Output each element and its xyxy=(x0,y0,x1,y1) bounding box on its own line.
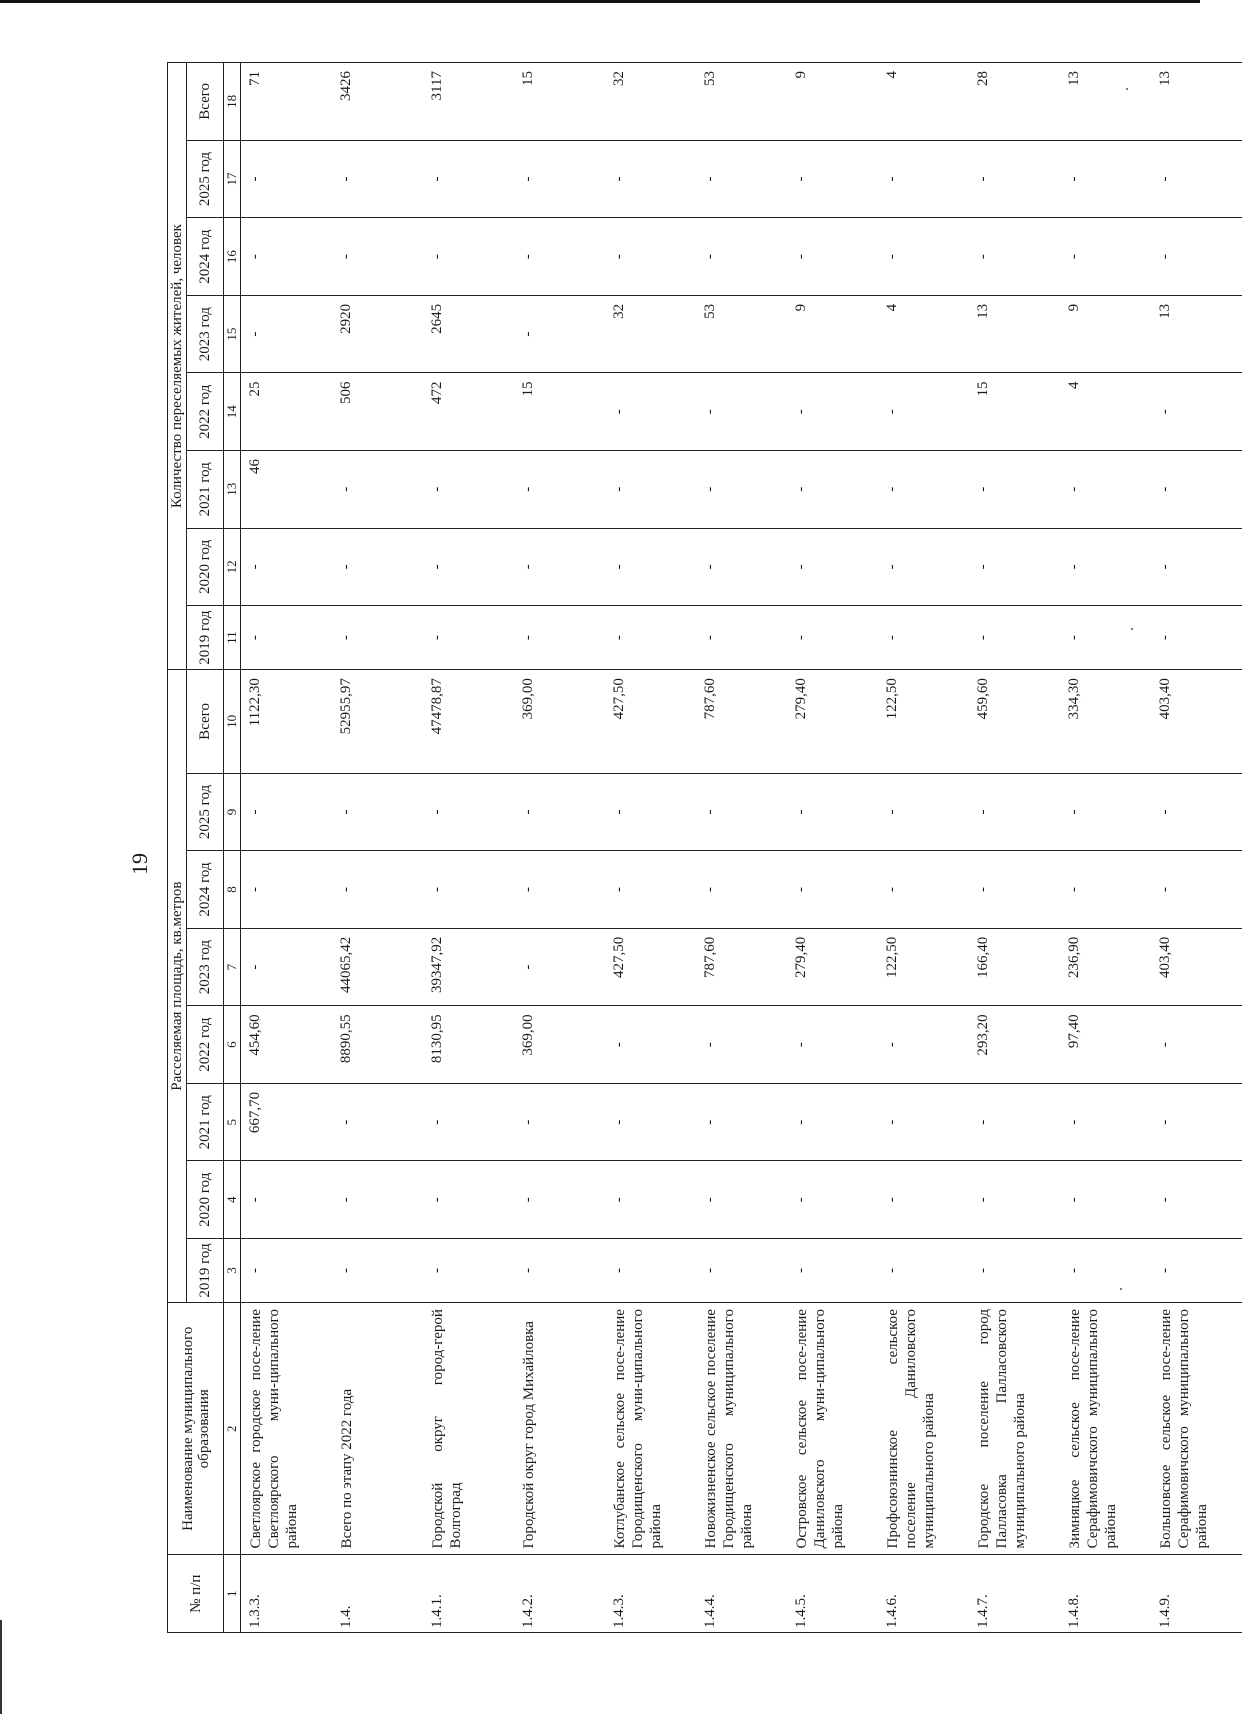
area-year-cell: - xyxy=(696,1239,787,1303)
people-year-cell: 2645 xyxy=(423,295,514,373)
area-year-cell: 44065,42 xyxy=(332,928,423,1006)
area-year-cell: - xyxy=(332,851,423,929)
people-year-cell: - xyxy=(696,606,787,670)
resettlement-table xyxy=(167,62,1242,1633)
area-year-cell: - xyxy=(1060,1083,1151,1161)
people-year-cell: - xyxy=(605,606,696,670)
area-year-cell: - xyxy=(605,773,696,851)
area-year-cell: - xyxy=(332,1239,423,1303)
area-year-cell: - xyxy=(787,1083,878,1161)
area-year-cell: - xyxy=(787,1006,878,1084)
area-year-cell: - xyxy=(514,1161,605,1239)
people-year-cell: 506 xyxy=(332,373,423,451)
table-row xyxy=(969,63,1060,1633)
people-year-cell: - xyxy=(241,140,333,218)
area-year-cell: 369,00 xyxy=(514,1006,605,1084)
column-number: 18 xyxy=(224,63,241,141)
year-header-area: 2023 год xyxy=(187,928,224,1006)
people-year-cell: - xyxy=(969,218,1060,296)
area-year-cell: - xyxy=(605,1161,696,1239)
row-number: 1.4.9. xyxy=(1151,1555,1242,1633)
column-number: 8 xyxy=(224,851,241,929)
area-year-cell: - xyxy=(1151,773,1242,851)
year-header-people: 2025 год xyxy=(187,140,224,218)
people-year-cell: - xyxy=(969,140,1060,218)
area-year-cell: - xyxy=(1151,1006,1242,1084)
people-total-cell: 28 xyxy=(969,63,1060,141)
people-year-cell: - xyxy=(332,528,423,606)
row-number: 1.4.4. xyxy=(696,1555,787,1633)
municipality-name: Островское сельское посе-ление Даниловского муни-ципального района xyxy=(787,1303,878,1555)
column-number: 4 xyxy=(224,1161,241,1239)
people-year-cell: - xyxy=(878,528,969,606)
people-year-cell: 9 xyxy=(787,295,878,373)
column-number: 2 xyxy=(224,1303,241,1555)
people-year-cell: 15 xyxy=(514,373,605,451)
area-year-cell: - xyxy=(878,1083,969,1161)
people-year-cell: - xyxy=(969,528,1060,606)
column-number: 7 xyxy=(224,928,241,1006)
people-year-cell: - xyxy=(241,295,333,373)
area-year-cell: - xyxy=(423,1239,514,1303)
column-number: 12 xyxy=(224,528,241,606)
people-year-cell: - xyxy=(787,451,878,529)
area-year-cell: 122,50 xyxy=(878,928,969,1006)
area-year-cell: - xyxy=(1151,1083,1242,1161)
area-year-cell: 236,90 xyxy=(1060,928,1151,1006)
year-header-people: 2019 год xyxy=(187,606,224,670)
area-year-cell: - xyxy=(1151,851,1242,929)
people-year-cell: - xyxy=(514,606,605,670)
column-number: 17 xyxy=(224,140,241,218)
area-year-cell: - xyxy=(241,773,333,851)
municipality-name: Котлубанское сельское посе-ление Городищенского муни-ципального района xyxy=(605,1303,696,1555)
people-year-cell: - xyxy=(423,218,514,296)
area-year-cell: - xyxy=(969,1083,1060,1161)
people-year-cell: - xyxy=(696,451,787,529)
area-year-cell: - xyxy=(696,1083,787,1161)
people-year-cell: - xyxy=(1151,606,1242,670)
area-year-cell: - xyxy=(787,1161,878,1239)
rotated-table-container xyxy=(167,62,1210,1633)
column-number: 10 xyxy=(224,670,241,774)
people-year-cell: - xyxy=(423,606,514,670)
area-year-cell: - xyxy=(969,773,1060,851)
area-year-cell: - xyxy=(878,1239,969,1303)
people-year-cell: - xyxy=(241,218,333,296)
people-year-cell: - xyxy=(878,606,969,670)
row-number: 1.4.8. xyxy=(1060,1555,1151,1633)
people-year-cell: - xyxy=(605,451,696,529)
total-header-area: Всего xyxy=(187,670,224,774)
people-year-cell: - xyxy=(1151,451,1242,529)
row-number: 1.4.1. xyxy=(423,1555,514,1633)
table-row xyxy=(1151,63,1242,1633)
municipality-name: Городское поселение город Палласовка Палласовского муниципального района xyxy=(969,1303,1060,1555)
row-number: 1.3.3. xyxy=(241,1555,333,1633)
people-year-cell: - xyxy=(969,451,1060,529)
area-year-cell: - xyxy=(787,1239,878,1303)
year-header-area: 2019 год xyxy=(187,1239,224,1303)
area-year-cell: - xyxy=(332,1161,423,1239)
area-year-cell: - xyxy=(605,1239,696,1303)
people-year-cell: 25 xyxy=(241,373,333,451)
col-group-people: Количество переселяемых жителей, человек xyxy=(168,63,187,670)
people-year-cell: 46 xyxy=(241,451,333,529)
column-number: 1 xyxy=(224,1555,241,1633)
area-year-cell: - xyxy=(787,773,878,851)
people-year-cell: - xyxy=(1060,451,1151,529)
people-year-cell: - xyxy=(605,218,696,296)
area-year-cell: - xyxy=(332,1083,423,1161)
area-year-cell: 39347,92 xyxy=(423,928,514,1006)
municipality-name: Большовское сельское посе-ление Серафимовичского муниципального района xyxy=(1151,1303,1242,1555)
people-year-cell: - xyxy=(696,373,787,451)
area-total-cell: 47478,87 xyxy=(423,670,514,774)
page-number: 19 xyxy=(127,853,152,875)
people-year-cell: 472 xyxy=(423,373,514,451)
municipality-name: Новожизненское сельское поселение Городищенского муниципального района xyxy=(696,1303,787,1555)
area-year-cell: 667,70 xyxy=(241,1083,333,1161)
row-number: 1.4.7. xyxy=(969,1555,1060,1633)
year-header-people: 2024 год xyxy=(187,218,224,296)
row-number: 1.4.5. xyxy=(787,1555,878,1633)
people-total-cell: 13 xyxy=(1151,63,1242,141)
area-total-cell: 427,50 xyxy=(605,670,696,774)
people-year-cell: - xyxy=(423,140,514,218)
people-total-cell: 9 xyxy=(787,63,878,141)
people-year-cell: - xyxy=(332,218,423,296)
people-total-cell: 71 xyxy=(241,63,333,141)
people-total-cell: 13 xyxy=(1060,63,1151,141)
people-year-cell: 15 xyxy=(969,373,1060,451)
row-number: 1.4. xyxy=(332,1555,423,1633)
year-header-people: 2020 год xyxy=(187,528,224,606)
people-year-cell: - xyxy=(241,528,333,606)
row-number: 1.4.2. xyxy=(514,1555,605,1633)
area-year-cell: - xyxy=(696,773,787,851)
people-year-cell: - xyxy=(332,140,423,218)
area-year-cell: - xyxy=(696,851,787,929)
area-year-cell: 293,20 xyxy=(969,1006,1060,1084)
column-number: 15 xyxy=(224,295,241,373)
table-row xyxy=(423,63,514,1633)
municipality-name: Зимняцкое сельское посе-ление Серафимовичского муниципального района xyxy=(1060,1303,1151,1555)
people-year-cell: - xyxy=(696,218,787,296)
people-year-cell: - xyxy=(1151,218,1242,296)
year-header-people: 2023 год xyxy=(187,295,224,373)
area-year-cell: - xyxy=(241,851,333,929)
table-row xyxy=(1060,63,1151,1633)
area-year-cell: - xyxy=(878,1161,969,1239)
table-row xyxy=(787,63,878,1633)
area-year-cell: - xyxy=(423,851,514,929)
people-year-cell: - xyxy=(514,295,605,373)
scan-edge-mark xyxy=(0,1620,2,1714)
table-row xyxy=(696,63,787,1633)
area-total-cell: 122,50 xyxy=(878,670,969,774)
people-year-cell: 53 xyxy=(696,295,787,373)
area-total-cell: 1122,30 xyxy=(241,670,333,774)
area-year-cell: - xyxy=(423,773,514,851)
area-year-cell: - xyxy=(514,928,605,1006)
column-number: 16 xyxy=(224,218,241,296)
area-year-cell: - xyxy=(423,1161,514,1239)
people-year-cell: - xyxy=(1151,528,1242,606)
year-header-area: 2024 год xyxy=(187,851,224,929)
area-year-cell: - xyxy=(969,1239,1060,1303)
people-year-cell: - xyxy=(1060,140,1151,218)
year-header-area: 2022 год xyxy=(187,1006,224,1084)
table-row xyxy=(605,63,696,1633)
people-year-cell: 13 xyxy=(969,295,1060,373)
area-total-cell: 369,00 xyxy=(514,670,605,774)
area-total-cell: 403,40 xyxy=(1151,670,1242,774)
people-total-cell: 32 xyxy=(605,63,696,141)
column-number: 3 xyxy=(224,1239,241,1303)
people-year-cell: - xyxy=(1151,373,1242,451)
area-year-cell: - xyxy=(605,1083,696,1161)
people-year-cell: 32 xyxy=(605,295,696,373)
people-total-cell: 3117 xyxy=(423,63,514,141)
column-number: 6 xyxy=(224,1006,241,1084)
municipality-name: Городской округ город Михайловка xyxy=(514,1303,605,1555)
people-year-cell: - xyxy=(423,528,514,606)
people-year-cell: - xyxy=(605,528,696,606)
table-row xyxy=(241,63,333,1633)
people-total-cell: 3426 xyxy=(332,63,423,141)
municipality-name: Светлоярское городское посе-ление Светлоярского муни-ципального района xyxy=(241,1303,333,1555)
area-year-cell: - xyxy=(423,1083,514,1161)
table-row xyxy=(514,63,605,1633)
year-header-area: 2020 год xyxy=(187,1161,224,1239)
area-year-cell: 166,40 xyxy=(969,928,1060,1006)
area-year-cell: - xyxy=(332,773,423,851)
area-year-cell: 8890,55 xyxy=(332,1006,423,1084)
area-year-cell: - xyxy=(1151,1239,1242,1303)
people-year-cell: - xyxy=(878,140,969,218)
area-year-cell: - xyxy=(1060,1161,1151,1239)
area-year-cell: - xyxy=(514,1239,605,1303)
column-number: 5 xyxy=(224,1083,241,1161)
people-year-cell: - xyxy=(787,528,878,606)
people-total-cell: 4 xyxy=(878,63,969,141)
column-number: 9 xyxy=(224,773,241,851)
area-total-cell: 52955,97 xyxy=(332,670,423,774)
people-year-cell: - xyxy=(514,140,605,218)
year-header-people: 2021 год xyxy=(187,451,224,529)
people-total-cell: 15 xyxy=(514,63,605,141)
table-row xyxy=(878,63,969,1633)
area-year-cell: - xyxy=(241,1239,333,1303)
area-year-cell: - xyxy=(878,851,969,929)
area-year-cell: - xyxy=(969,1161,1060,1239)
area-total-cell: 334,30 xyxy=(1060,670,1151,774)
people-year-cell: - xyxy=(605,373,696,451)
people-year-cell: - xyxy=(878,218,969,296)
area-year-cell: - xyxy=(1060,1239,1151,1303)
people-year-cell: 4 xyxy=(878,295,969,373)
people-year-cell: - xyxy=(696,140,787,218)
people-year-cell: 4 xyxy=(1060,373,1151,451)
total-header-people: Всего xyxy=(187,63,224,141)
people-year-cell: - xyxy=(787,606,878,670)
area-year-cell: - xyxy=(241,928,333,1006)
area-year-cell: - xyxy=(241,1161,333,1239)
people-year-cell: - xyxy=(423,451,514,529)
col-header-number: № п/п xyxy=(168,1555,224,1633)
people-year-cell: - xyxy=(787,218,878,296)
people-year-cell: 2920 xyxy=(332,295,423,373)
area-year-cell: 403,40 xyxy=(1151,928,1242,1006)
people-year-cell: - xyxy=(1060,528,1151,606)
area-total-cell: 787,60 xyxy=(696,670,787,774)
municipality-name: Городской округ город-герой Волгоград xyxy=(423,1303,514,1555)
area-year-cell: - xyxy=(787,851,878,929)
area-year-cell: - xyxy=(1060,851,1151,929)
year-header-area: 2025 год xyxy=(187,773,224,851)
area-year-cell: 427,50 xyxy=(605,928,696,1006)
area-year-cell: - xyxy=(605,851,696,929)
year-header-area: 2021 год xyxy=(187,1083,224,1161)
people-year-cell: - xyxy=(969,606,1060,670)
people-year-cell: - xyxy=(696,528,787,606)
area-total-cell: 459,60 xyxy=(969,670,1060,774)
area-year-cell: 787,60 xyxy=(696,928,787,1006)
row-number: 1.4.6. xyxy=(878,1555,969,1633)
area-year-cell: 97,40 xyxy=(1060,1006,1151,1084)
people-year-cell: - xyxy=(878,451,969,529)
people-year-cell: - xyxy=(1060,218,1151,296)
area-year-cell: 8130,95 xyxy=(423,1006,514,1084)
people-total-cell: 53 xyxy=(696,63,787,141)
column-number: 14 xyxy=(224,373,241,451)
area-total-cell: 279,40 xyxy=(787,670,878,774)
area-year-cell: - xyxy=(514,773,605,851)
column-number: 11 xyxy=(224,606,241,670)
area-year-cell: - xyxy=(969,851,1060,929)
people-year-cell: 13 xyxy=(1151,295,1242,373)
people-year-cell: - xyxy=(241,606,333,670)
people-year-cell: - xyxy=(332,606,423,670)
area-year-cell: - xyxy=(1060,773,1151,851)
people-year-cell: - xyxy=(332,451,423,529)
people-year-cell: - xyxy=(787,140,878,218)
municipality-name: Всего по этапу 2022 года xyxy=(332,1303,423,1555)
area-year-cell: 454,60 xyxy=(241,1006,333,1084)
people-year-cell: - xyxy=(514,218,605,296)
row-number: 1.4.3. xyxy=(605,1555,696,1633)
area-year-cell: - xyxy=(514,1083,605,1161)
people-year-cell: - xyxy=(514,528,605,606)
people-year-cell: - xyxy=(605,140,696,218)
people-year-cell: - xyxy=(787,373,878,451)
people-year-cell: 9 xyxy=(1060,295,1151,373)
area-year-cell: - xyxy=(878,773,969,851)
area-year-cell: - xyxy=(696,1006,787,1084)
people-year-cell: - xyxy=(514,451,605,529)
column-number: 13 xyxy=(224,451,241,529)
area-year-cell: - xyxy=(605,1006,696,1084)
area-year-cell: 279,40 xyxy=(787,928,878,1006)
area-year-cell: - xyxy=(696,1161,787,1239)
table-row xyxy=(332,63,423,1633)
area-year-cell: - xyxy=(1151,1161,1242,1239)
page-top-edge xyxy=(0,0,1200,3)
people-year-cell: - xyxy=(878,373,969,451)
people-year-cell: - xyxy=(1151,140,1242,218)
year-header-people: 2022 год xyxy=(187,373,224,451)
people-year-cell: - xyxy=(1060,606,1151,670)
municipality-name: Профсоюзнинское сельское поселение Даниловского муниципального района xyxy=(878,1303,969,1555)
area-year-cell: - xyxy=(878,1006,969,1084)
col-header-name: Наименование муниципального образования xyxy=(168,1303,224,1555)
col-group-area: Расселяемая площадь, кв.метров xyxy=(168,670,187,1303)
area-year-cell: - xyxy=(514,851,605,929)
